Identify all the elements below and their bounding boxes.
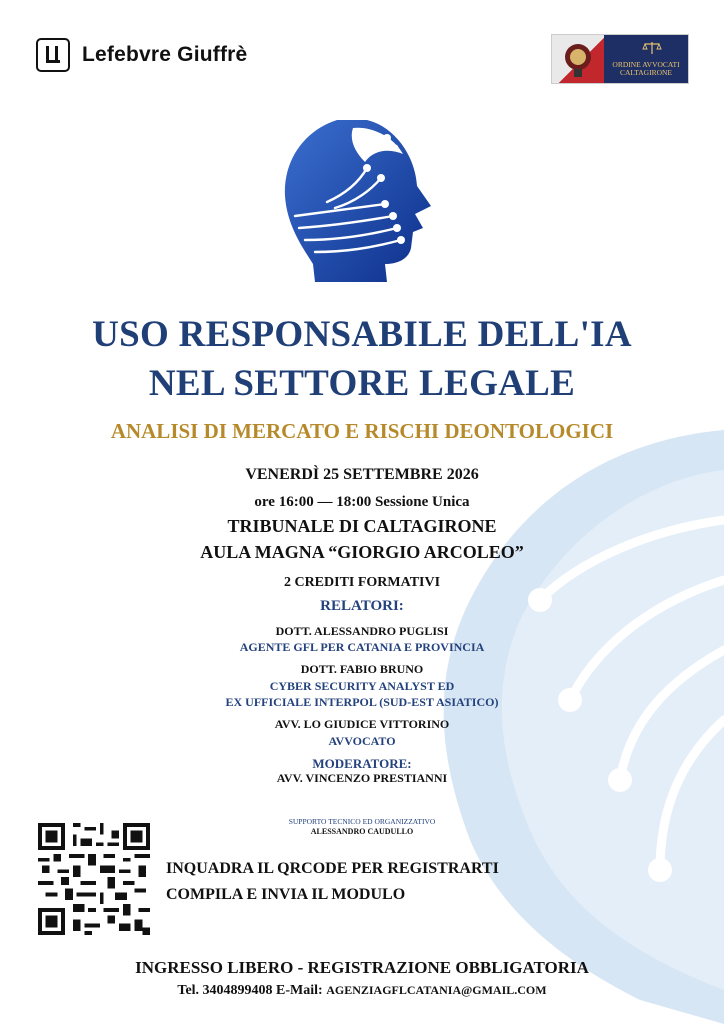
partner-logo-line2: CALTAGIRONE	[619, 68, 673, 77]
qr-code-icon[interactable]	[38, 823, 150, 935]
event-room: AULA MAGNA “GIORGIO ARCOLEO”	[200, 542, 524, 562]
moderator-name: AVV. VINCENZO PRESTIANNI	[276, 771, 448, 785]
ai-head-icon	[275, 108, 445, 288]
subtitle: ANALISI DI MERCATO E RISCHI DEONTOLOGICI	[110, 419, 614, 443]
publisher-logo	[36, 38, 247, 72]
contact-email[interactable]: AGENZIAGFLCATANIA@GMAIL.COM	[326, 983, 547, 997]
speaker-1-role: AGENTE GFL PER CATANIA E PROVINCIA	[239, 640, 485, 654]
event-venue: TRIBUNALE DI CALTAGIRONE	[227, 516, 497, 536]
speaker-2-role-1: CYBER SECURITY ANALYST ED	[269, 679, 455, 693]
partner-logo-line1: ORDINE AVVOCATI	[612, 60, 680, 69]
event-date: VENERDÌ 25 SETTEMBRE 2026	[245, 466, 479, 483]
speaker-3-role: AVVOCATO	[328, 734, 396, 748]
registration-instruction-1: INQUADRA IL QRCODE PER REGISTRARTI	[166, 860, 499, 877]
speakers-heading: RELATORI:	[320, 598, 404, 614]
speaker-2-role-2: EX UFFICIALE INTERPOL (SUD-EST ASIATICO)	[225, 695, 499, 709]
contact-label: Tel. 3404899408 E-Mail:	[177, 983, 323, 998]
footer-entry: INGRESSO LIBERO - REGISTRAZIONE OBBLIGATORIA	[135, 958, 589, 977]
event-time: ore 16:00 — 18:00 Sessione Unica	[254, 494, 470, 510]
speaker-3-name: AVV. LO GIUDICE VITTORINO	[274, 717, 450, 731]
crest-icon	[552, 35, 604, 83]
support-name: ALESSANDRO CAUDULLO	[310, 827, 414, 836]
registration-instruction-2: COMPILA E INVIA IL MODULO	[166, 886, 406, 903]
footer-contact	[0, 983, 724, 999]
publisher-mark-icon	[36, 38, 70, 72]
publisher-logo-text: Lefebvre Giuffrè	[82, 43, 248, 66]
support-label: SUPPORTO TECNICO ED ORGANIZZATIVO	[288, 817, 436, 826]
speaker-2-name: DOTT. FABIO BRUNO	[300, 662, 424, 676]
event-credits: 2 CREDITI FORMATIVI	[283, 575, 441, 590]
title-line-2: NEL SETTORE LEGALE	[148, 363, 576, 404]
speaker-1-name: DOTT. ALESSANDRO PUGLISI	[275, 624, 449, 638]
moderator-heading: MODERATORE:	[312, 756, 412, 771]
scales-icon	[642, 41, 662, 55]
title-line-1: USO RESPONSABILE DELL'IA	[92, 314, 632, 355]
partner-logo	[551, 34, 689, 84]
